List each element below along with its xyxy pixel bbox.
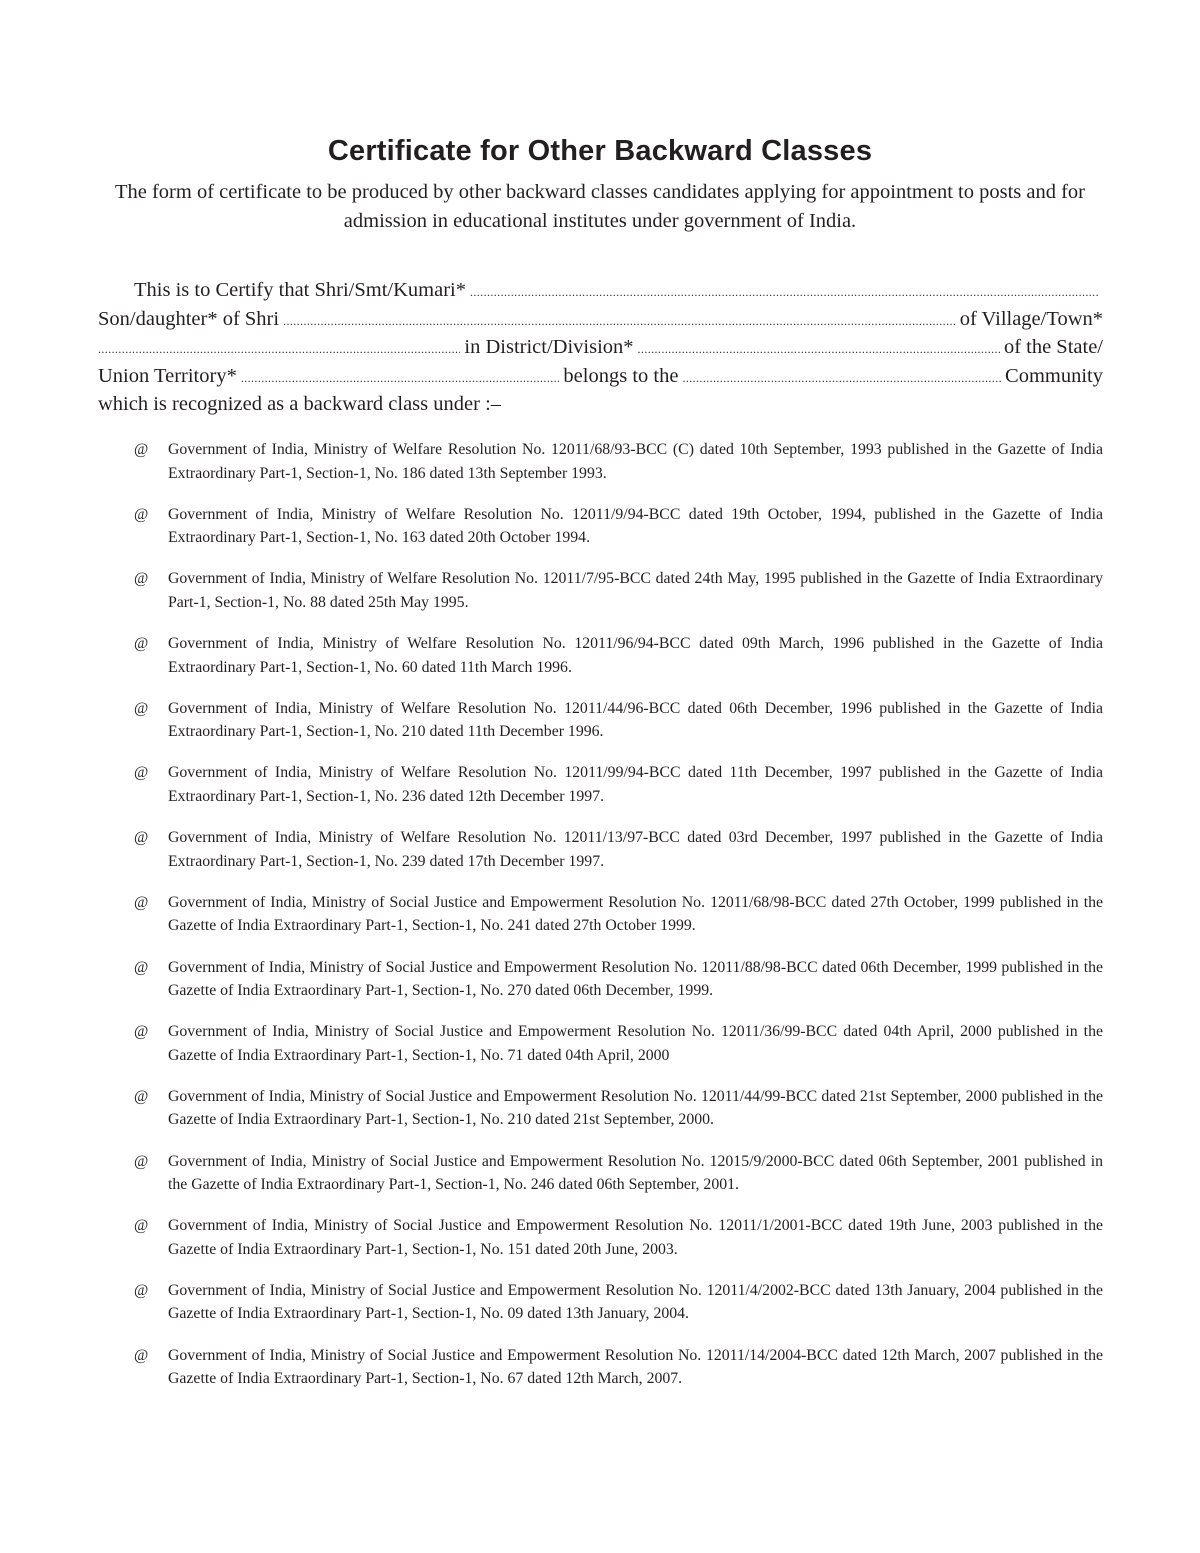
parent-name-blank[interactable] xyxy=(283,307,956,336)
bullet-symbol: @ xyxy=(134,570,149,588)
certify-line xyxy=(98,276,1103,305)
bullet-symbol: @ xyxy=(134,635,149,653)
resolution-text: Government of India, Ministry of Social Justice and Empowerment Resolution No. 12011/36/99-BCC dated 04th April, 2000 published in the Gazette of India Extraordinary Part-1, Section-1, No. 71 dated 04th April, 2000 xyxy=(168,1023,1103,1064)
bullet-symbol: @ xyxy=(134,1281,149,1299)
union-territory-label: Union Territory* xyxy=(98,364,237,387)
resolution-text: Government of India, Ministry of Social Justice and Empowerment Resolution No. 12011/68/98-BCC dated 27th October, 1999 published in the Gazette of India Extraordinary Part-1, Section-1, No. 241 dated 27th October 1999. xyxy=(168,893,1103,935)
page-title: Certificate for Other Backward Classes xyxy=(327,135,873,167)
resolution-item xyxy=(98,1214,1103,1279)
resolution-text: Government of India, Ministry of Welfare Resolution No. 12011/96/94-BCC dated 09th March, 1996 published in the Gazette of India Extraordinary Part-1, Section-1, No. 60 dated 11th March 1996. xyxy=(168,635,1103,676)
resolution-item xyxy=(98,891,1103,956)
bullet-symbol: @ xyxy=(134,829,149,847)
bullet-symbol: @ xyxy=(134,1087,149,1105)
resolution-text: Government of India, Ministry of Social Justice and Empowerment Resolution No. 12011/88/98-BCC dated 06th December, 1999 published in the Gazette of India Extraordinary Part-1, Section-1, No. 270 dated 06th December, 1999. xyxy=(168,958,1103,999)
community-line xyxy=(98,362,1103,391)
resolution-list xyxy=(98,438,1103,1408)
recognized-line xyxy=(98,390,1103,419)
bullet-symbol: @ xyxy=(134,958,149,976)
resolution-text: Government of India, Ministry of Welfare Resolution No. 12011/9/94-BCC dated 19th October, 1994, published in the Gazette of India Extraordinary Part-1, Section-1, No. 163 dated 20th October 1994. xyxy=(168,505,1103,547)
resolution-item xyxy=(98,956,1103,1021)
resolution-item xyxy=(98,697,1103,762)
resolution-item xyxy=(98,567,1103,632)
resolution-text: Government of India, Ministry of Social Justice and Empowerment Resolution No. 12011/4/2002-BCC dated 13th January, 2004 published in the Gazette of India Extraordinary Part-1, Section-1, No. 09 dated 13th January, 2004. xyxy=(168,1281,1103,1323)
resolution-item xyxy=(98,826,1103,891)
resolution-text: Government of India, Ministry of Welfare Resolution No. 12011/7/95-BCC dated 24th May, 1995 published in the Gazette of India Extraordinary Part-1, Section-1, No. 88 dated 25th May 1995. xyxy=(168,570,1103,611)
resolution-item xyxy=(98,1150,1103,1215)
page-subtitle: The form of certificate to be produced by other backward classes candidates applying for appointment to posts and for admission in educational institutes under government of India. xyxy=(114,181,1085,232)
district-label: in District/Division* xyxy=(464,336,634,358)
bullet-symbol: @ xyxy=(134,699,149,717)
bullet-symbol: @ xyxy=(134,893,149,911)
recognized-label: which is recognized as a backward class under :– xyxy=(98,393,502,415)
name-blank[interactable] xyxy=(470,278,1099,307)
resolution-text: Government of India, Ministry of Social Justice and Empowerment Resolution No. 12011/1/2001-BCC dated 19th June, 2003 published in the Gazette of India Extraordinary Part-1, Section-1, No. 151 dated 20th June, 2003. xyxy=(168,1217,1103,1258)
resolution-text: Government of India, Ministry of Welfare Resolution No. 12011/99/94-BCC dated 11th December, 1997 published in the Gazette of India Extraordinary Part-1, Section-1, No. 236 dated 12th December 1997. xyxy=(168,764,1103,805)
resolution-item xyxy=(98,1279,1103,1344)
bullet-symbol: @ xyxy=(134,1346,149,1364)
state-blank[interactable] xyxy=(241,364,560,393)
resolution-item xyxy=(98,1085,1103,1150)
resolution-item xyxy=(98,1344,1103,1409)
community-label: Community xyxy=(1005,364,1103,387)
parent-label: Son/daughter* of Shri xyxy=(98,307,280,330)
district-blank[interactable] xyxy=(638,335,1000,364)
belongs-label: belongs to the xyxy=(563,364,679,387)
village-label: of Village/Town* xyxy=(959,307,1103,330)
bullet-symbol: @ xyxy=(134,764,149,782)
resolution-text: Government of India, Ministry of Social Justice and Empowerment Resolution No. 12015/9/2000-BCC dated 06th September, 2001 published in the Gazette of India Extraordinary Part-1, Section-1, No. 246 dated 06th September, 2001. xyxy=(168,1152,1103,1194)
resolution-item xyxy=(98,438,1103,503)
certify-label: This is to Certify that Shri/Smt/Kumari* xyxy=(134,279,466,301)
resolution-text: Government of India, Ministry of Welfare Resolution No. 12011/68/93-BCC (C) dated 10th September, 1993 published in the Gazette of India Extraordinary Part-1, Section-1, No. 186 dated 13th September 1993. xyxy=(168,441,1103,482)
bullet-symbol: @ xyxy=(134,1152,149,1170)
parent-line xyxy=(98,305,1103,334)
bullet-symbol: @ xyxy=(134,1217,149,1235)
certificate-form xyxy=(98,276,1103,419)
resolution-text: Government of India, Ministry of Social Justice and Empowerment Resolution No. 12011/44/99-BCC dated 21st September, 2000 published in the Gazette of India Extraordinary Part-1, Section-1, No. 210 dated 21st September, 2000. xyxy=(168,1087,1103,1129)
resolution-text: Government of India, Ministry of Social Justice and Empowerment Resolution No. 12011/14/2004-BCC dated 12th March, 2007 published in the Gazette of India Extraordinary Part-1, Section-1, No. 67 dated 12th March, 2007. xyxy=(168,1346,1103,1388)
community-blank[interactable] xyxy=(682,364,1001,393)
bullet-symbol: @ xyxy=(134,505,149,523)
resolution-item xyxy=(98,632,1103,697)
village-blank[interactable] xyxy=(98,335,460,364)
bullet-symbol: @ xyxy=(134,441,149,458)
resolution-item xyxy=(98,761,1103,826)
resolution-text: Government of India, Ministry of Welfare Resolution No. 12011/13/97-BCC dated 03rd December, 1997 published in the Gazette of India Extraordinary Part-1, Section-1, No. 239 dated 17th December 1997. xyxy=(168,829,1103,870)
bullet-symbol: @ xyxy=(134,1023,149,1041)
resolution-item xyxy=(98,1020,1103,1085)
resolution-text: Government of India, Ministry of Welfare Resolution No. 12011/44/96-BCC dated 06th December, 1996 published in the Gazette of India Extraordinary Part-1, Section-1, No. 210 dated 11th December 1996. xyxy=(168,699,1103,741)
resolution-item xyxy=(98,503,1103,568)
state-label: of the State/ xyxy=(1003,336,1103,358)
district-line xyxy=(98,333,1103,362)
